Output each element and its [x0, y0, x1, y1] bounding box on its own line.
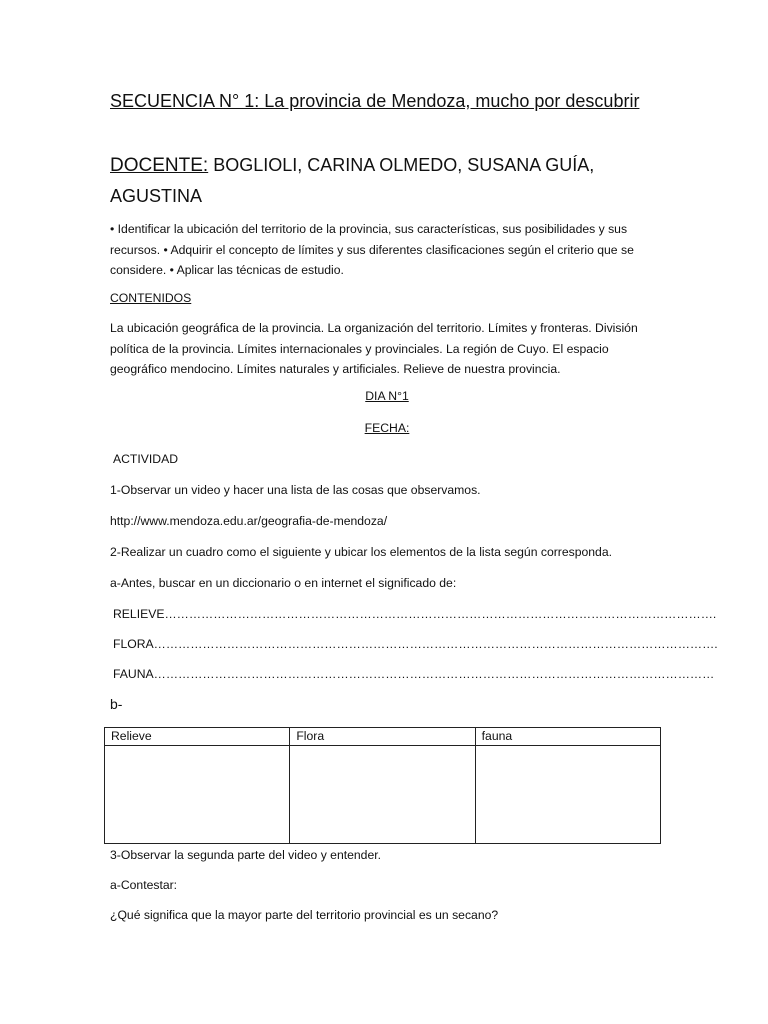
- classification-table: [104, 727, 661, 844]
- date-heading: FECHA:: [364, 421, 410, 435]
- activity-3: 3-Observar la segunda parte del video y entender.: [110, 848, 382, 862]
- item-b-label: b-: [110, 696, 123, 712]
- activity-2: 2-Realizar un cuadro como el siguiente y ubicar los elementos de la lista según corresponda.: [110, 545, 612, 559]
- definition-flora: FLORA………………………………………………………………………………………………………………………….: [113, 637, 718, 651]
- activity-heading: ACTIVIDAD: [113, 452, 179, 466]
- document-title: SECUENCIA N° 1: La provincia de Mendoza, mucho por descubrir: [110, 91, 640, 111]
- day-heading: DIA N°1: [365, 389, 409, 403]
- table-header-relieve: Relieve: [105, 728, 290, 746]
- contents-heading: CONTENIDOS: [110, 291, 192, 305]
- definition-relieve: RELIEVE……………………………………………………………………………………………………………………….: [113, 607, 717, 621]
- table-header-flora: Flora: [290, 728, 475, 746]
- teacher-names: BOGLIOLI, CARINA OLMEDO, SUSANA GUÍA, AGUSTINA: [110, 155, 595, 206]
- question-1: ¿Qué significa que la mayor parte del territorio provincial es un secano?: [110, 908, 499, 922]
- activity-1: 1-Observar un video y hacer una lista de las cosas que observamos.: [110, 483, 481, 497]
- table-cell-fauna: [475, 746, 660, 844]
- table-header-row: [105, 728, 661, 746]
- video-url: http://www.mendoza.edu.ar/geografia-de-mendoza/: [110, 514, 388, 528]
- table-cell-relieve: [105, 746, 290, 844]
- definition-fauna: FAUNA…………………………………………………………………………………………………………………………: [113, 667, 715, 681]
- contents-paragraph: La ubicación geográfica de la provincia. La organización del territorio. Límites y fronteras. División política de la provincia. Límites internacionales y provinciales. La región de Cuyo. El espacio geográfico mendocino. Límites naturales y artificiales. Relieve de nuestra provincia.: [110, 321, 638, 376]
- teacher-line: [110, 150, 670, 212]
- table-cell-flora: [290, 746, 475, 844]
- activity-3a: a-Contestar:: [110, 878, 178, 892]
- objectives-paragraph: • Identificar la ubicación del territorio de la provincia, sus características, sus posibilidades y sus recursos. • Adquirir el concepto de límites y sus diferentes clasificaciones según el criterio que se considere. • Aplicar las técnicas de estudio.: [110, 222, 634, 277]
- table-header-fauna: fauna: [475, 728, 660, 746]
- teacher-label: DOCENTE:: [110, 155, 209, 176]
- activity-2a: a-Antes, buscar en un diccionario o en internet el significado de:: [110, 576, 457, 590]
- table-row: [105, 746, 661, 844]
